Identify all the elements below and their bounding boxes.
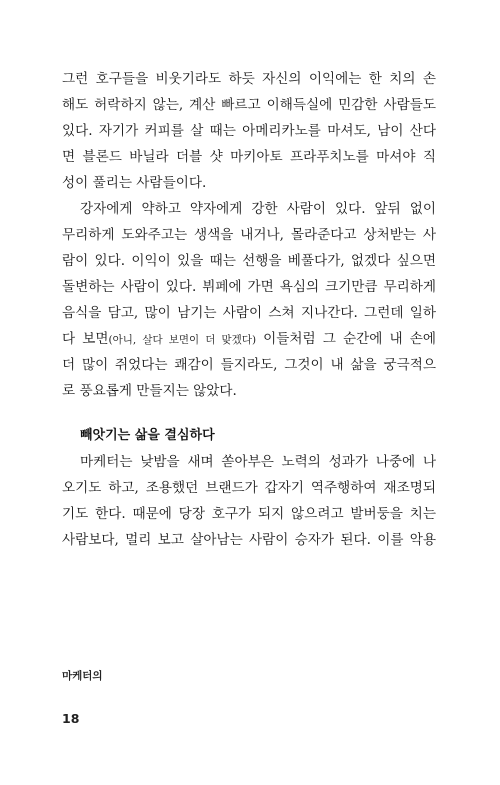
line-text: 다 보면 — [62, 331, 109, 347]
section-heading: 빼앗기는 삶을 결심하다 — [80, 428, 215, 443]
paragraph-2-line: 로 풍요롭게 만들지는 않았다. — [62, 383, 237, 399]
section-line: 오기도 하고, 조용했던 브랜드가 갑자기 역주행하여 재조명되 — [62, 480, 436, 496]
section-line: 기도 한다. 때문에 당장 호구가 되지 않으려고 발버둥을 치는 — [62, 506, 436, 522]
paragraph-2-line: 강자에게 약하고 약자에게 강한 사람이 있다. 앞뒤 없이 — [80, 201, 436, 217]
section-line: 사람보다, 멀리 보고 살아남는 사람이 승자가 된다. 이를 악용 — [62, 532, 436, 548]
section-line: 마케터는 낮밤을 새며 쏟아부은 노력의 성과가 나중에 나 — [80, 454, 436, 470]
parenthetical-aside: (아니, 살다 보면이 더 맞겠다) — [108, 334, 257, 346]
paragraph-2-line: 무리하게 도와주고는 생색을 내거나, 몰라준다고 상처받는 사 — [62, 227, 436, 243]
paragraph-2-line: 돌변하는 사람이 있다. 뷔페에 가면 욕심의 크기만큼 무리하게 — [62, 279, 436, 295]
paragraph-1-line: 성이 풀리는 사람들이다. — [62, 175, 207, 191]
running-title: 마케터의 — [62, 670, 103, 682]
paragraph-2-line: 더 많이 쥐었다는 쾌감이 들지라도, 그것이 내 삶을 궁극적으 — [62, 357, 436, 373]
line-text: 이들처럼 그 순간에 내 손에 — [256, 331, 436, 347]
paragraph-2-line: 음식을 담고, 많이 남기는 사람이 스쳐 지나간다. 그런데 일하 — [62, 305, 436, 321]
page-number: 18 — [62, 711, 80, 726]
paragraph-1-line: 면 블론드 바닐라 더블 샷 마키아토 프라푸치노를 마셔야 직 — [62, 149, 436, 165]
paragraph-1-line: 있다. 자기가 커피를 살 때는 아메리카노를 마셔도, 남이 산다 — [62, 123, 436, 139]
paragraph-1-line: 그런 호구들을 비웃기라도 하듯 자신의 이익에는 한 치의 손 — [62, 71, 436, 87]
paragraph-2-line: 람이 있다. 이익이 있을 때는 선행을 베풀다가, 없겠다 싶으면 — [62, 253, 436, 269]
paragraph-1-line: 해도 허락하지 않는, 계산 빠르고 이해득실에 민감한 사람들도 — [62, 97, 436, 113]
paragraph-2-line-with-aside — [62, 330, 436, 349]
